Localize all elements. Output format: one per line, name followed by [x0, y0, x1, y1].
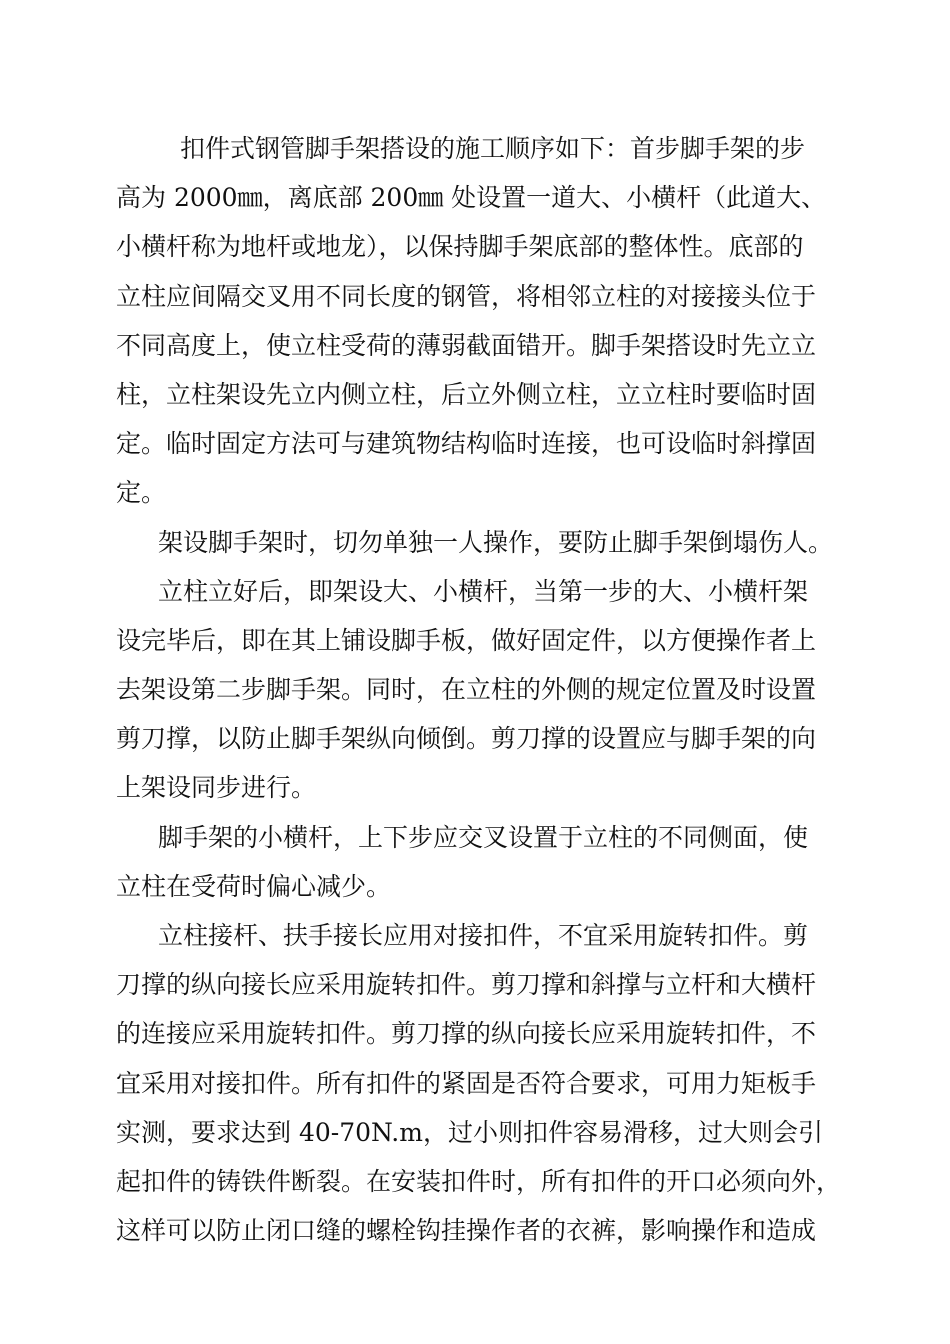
text-line: 立柱应间隔交叉用不同长度的钢管，将相邻立柱的对接接头位于	[116, 281, 817, 311]
paragraph-crossbar-installation	[116, 567, 836, 813]
text-line: 起扣件的铸铁件断裂。在安装扣件时，所有扣件的开口必须向外，	[116, 1166, 842, 1196]
text-line: 剪刀撑，以防止脚手架纵向倾倒。剪刀撑的设置应与脚手架的向	[116, 724, 817, 754]
text-line: 去架设第二步脚手架。同时，在立柱的外侧的规定位置及时设置	[116, 675, 817, 705]
text-line: 扣件式钢管脚手架搭设的施工顺序如下：首步脚手架的步	[180, 134, 806, 163]
paragraph-construction-sequence	[116, 124, 836, 518]
text-line: 立柱在受荷时偏心减少。	[116, 871, 392, 901]
text-line: 实测，要求达到 40-70N.m，过小则扣件容易滑移，过大则会引	[116, 1117, 823, 1147]
text-line: 小横杆称为地杆或地龙），以保持脚手架底部的整体性。底部的	[116, 232, 804, 262]
text-line: 刀撑的纵向接长应采用旋转扣件。剪刀撑和斜撑与立杆和大横杆	[116, 970, 817, 1000]
text-line: 高为 2000㎜，离底部 200㎜ 处设置一道大、小横杆（此道大、	[116, 183, 827, 213]
text-line: 设完毕后，即在其上铺设脚手板，做好固定件，以方便操作者上	[116, 625, 817, 655]
paragraph-couplers	[116, 911, 842, 1255]
text-line: 立柱接杆、扶手接长应用对接扣件，不宜采用旋转扣件。剪	[158, 921, 809, 950]
text-line: 的连接应采用旋转扣件。剪刀撑的纵向接长应采用旋转扣件，不	[116, 1019, 817, 1049]
text-line: 定。临时固定方法可与建筑物结构临时连接，也可设临时斜撑固	[116, 429, 817, 459]
document-body	[116, 124, 842, 1255]
text-line: 立柱立好后，即架设大、小横杆，当第一步的大、小横杆架	[158, 576, 809, 606]
text-line: 脚手架的小横杆，上下步应交叉设置于立柱的不同侧面，使	[158, 822, 809, 852]
text-line: 不同高度上，使立柱受荷的薄弱截面错开。脚手架搭设时先立立	[116, 330, 817, 360]
paragraph-safety-warning	[116, 518, 836, 567]
text-line: 宜采用对接扣件。所有扣件的紧固是否符合要求，可用力矩板手	[116, 1068, 817, 1098]
text-line: 这样可以防止闭口缝的螺栓钩挂操作者的衣裤，影响操作和造成	[116, 1216, 817, 1246]
text-line: 上架设同步进行。	[116, 773, 317, 803]
text-line: 架设脚手架时，切勿单独一人操作，要防止脚手架倒塌伤人。	[158, 527, 834, 557]
text-line: 柱，立柱架设先立内侧立柱，后立外侧立柱，立立柱时要临时固	[116, 379, 817, 409]
paragraph-small-crossbar	[116, 813, 836, 911]
text-line: 定。	[116, 478, 167, 508]
